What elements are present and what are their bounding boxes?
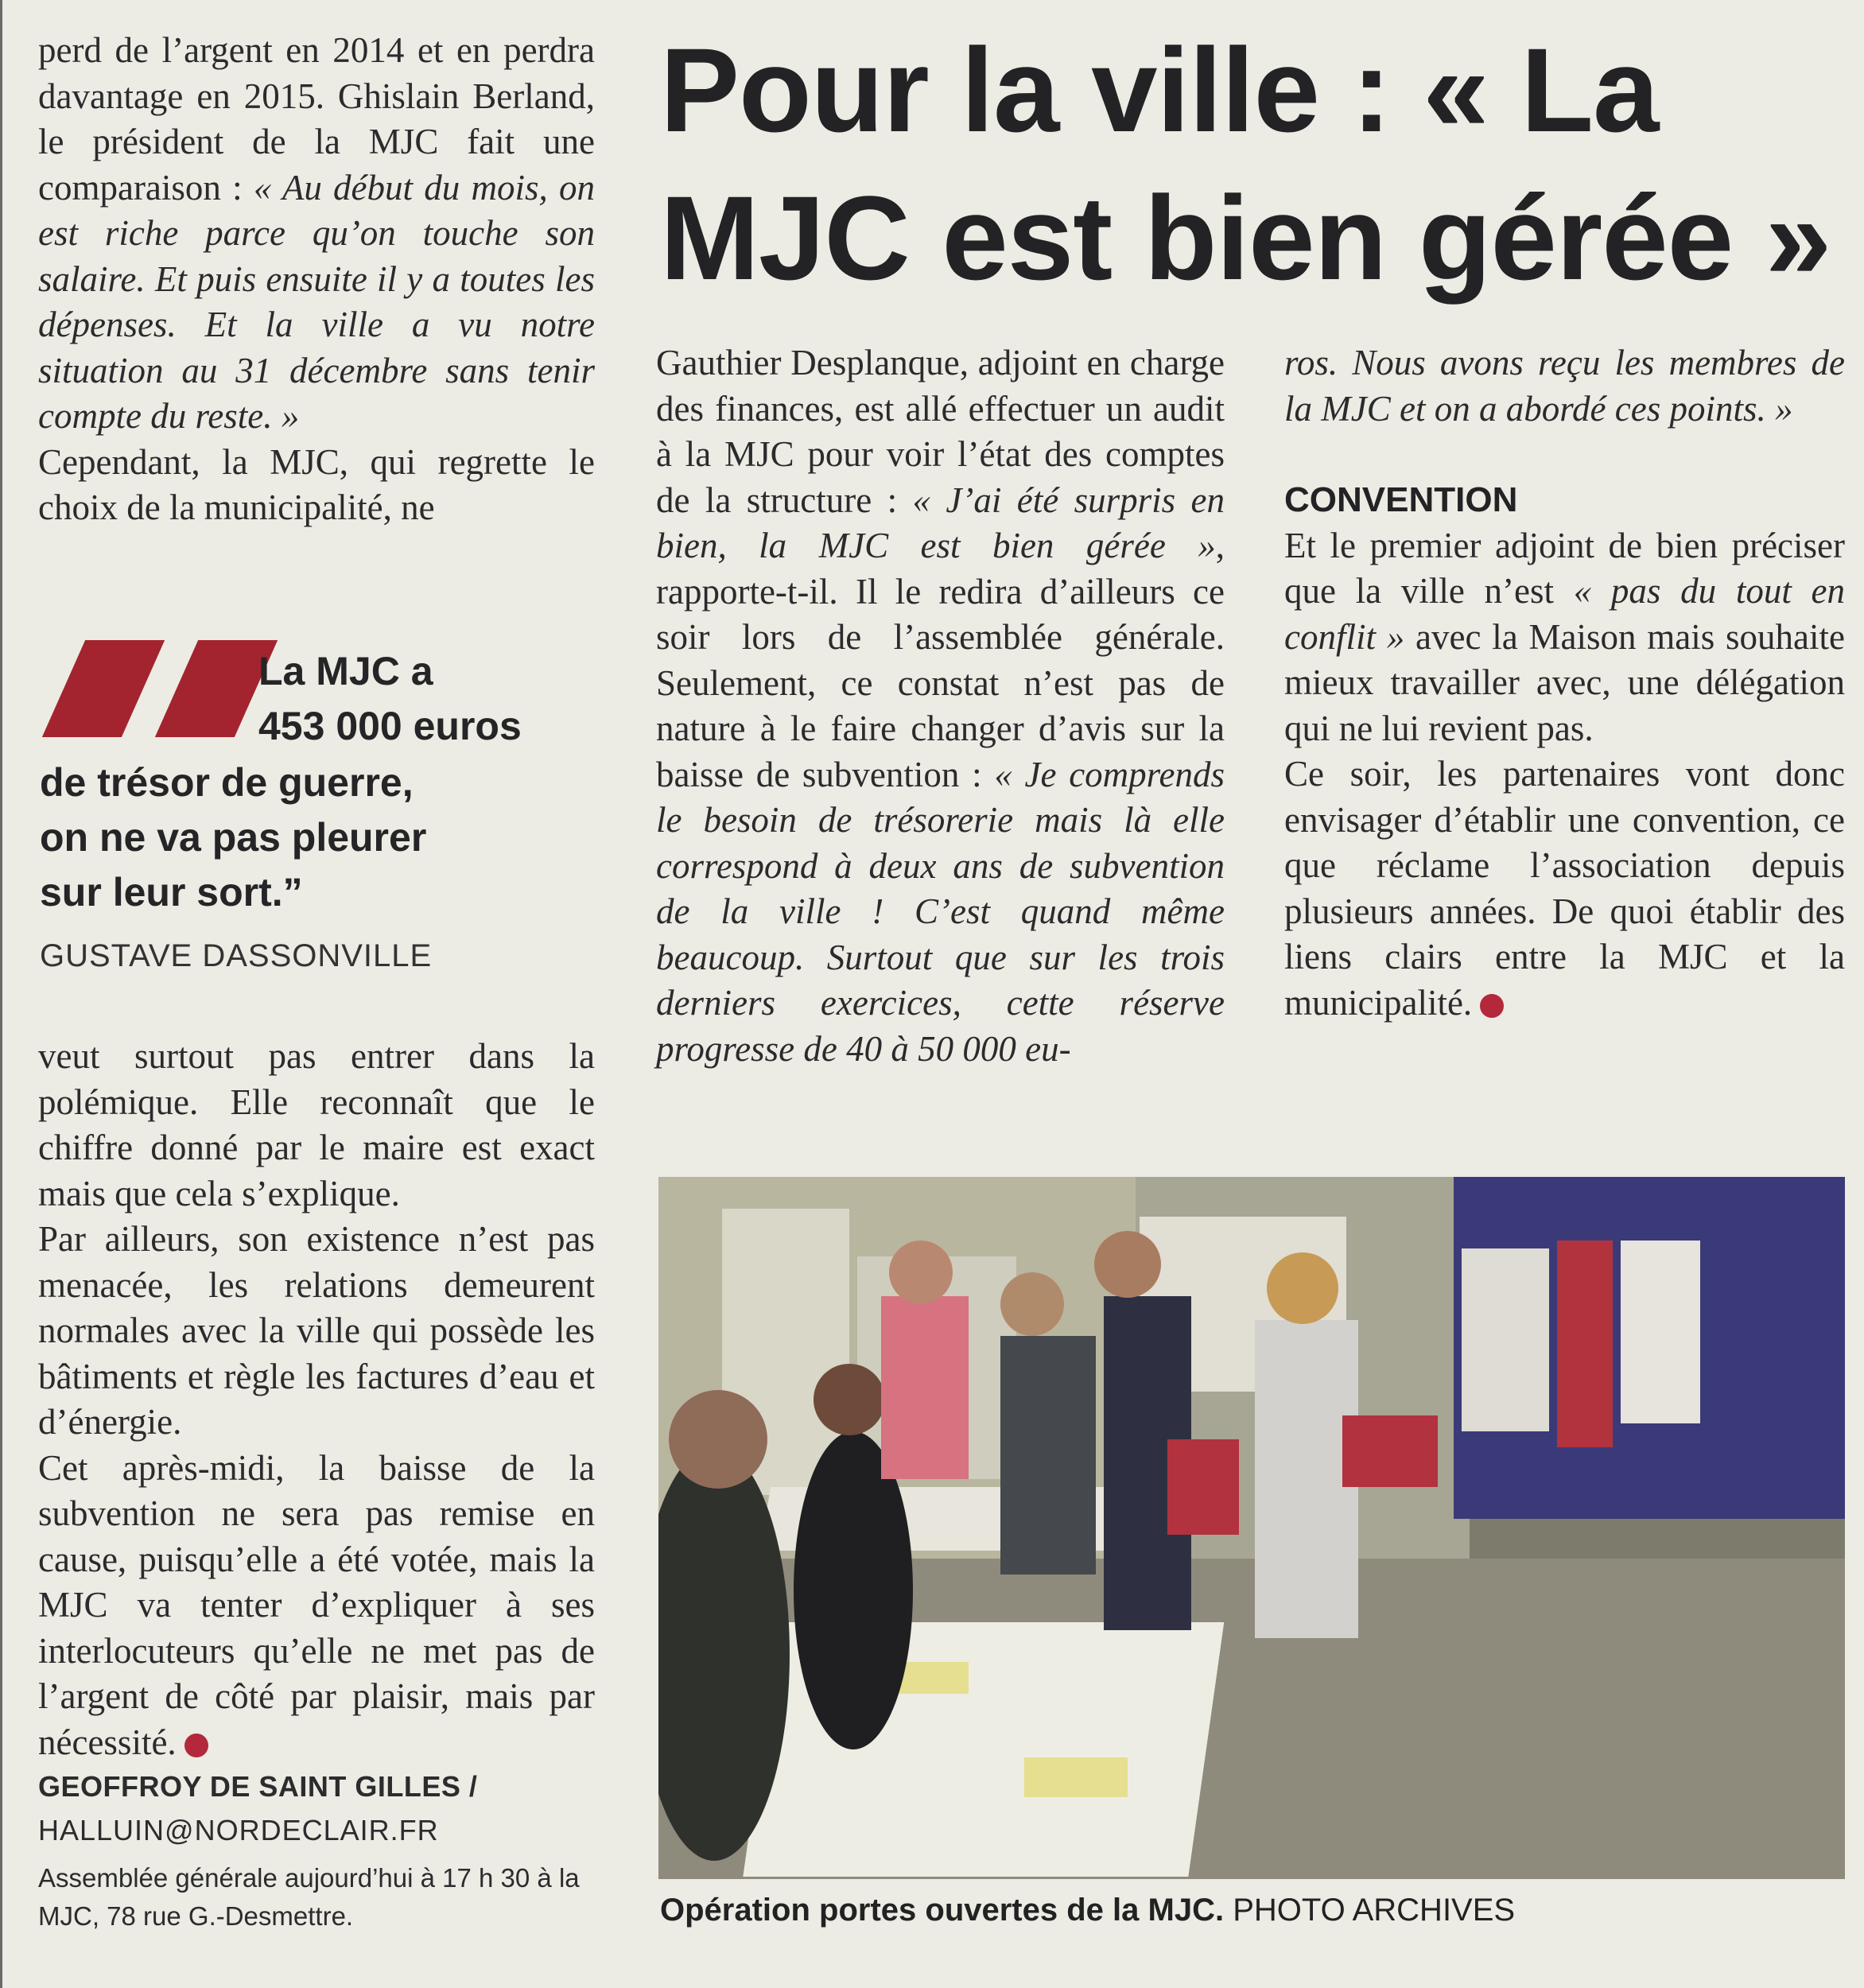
event-note: Assemblée générale aujourd’hui à 17 h 30 à la MJC, 78 rue G.-Desmettre.	[38, 1863, 580, 1931]
article-paragraph: Cependant, la MJC, qui regrette le choix de la municipalité, ne	[38, 441, 595, 527]
right-column	[1284, 340, 1845, 1026]
pull-quote-line: sur leur sort.”	[40, 870, 303, 914]
pull-quote-line: 453 000 euros	[258, 704, 522, 748]
caption-credit: PHOTO ARCHIVES	[1233, 1893, 1516, 1928]
article-paragraph: Ce soir, les partenaires vont donc envisager d’établir une convention, ce que réclame l’association depuis plusieurs années. De quoi établir des liens clairs entre la MJC et la municipalité.	[1284, 754, 1845, 1023]
end-dot-icon	[184, 1734, 208, 1757]
quote-desplanque-2: « Je comprends le besoin de trésorerie mais là elle correspond à deux ans de subvention de la ville ! C’est quand même beaucoup. Surtout que sur les trois derniers exercices, cette réserve progresse de 40 à 50 000 eu-	[656, 754, 1225, 1069]
pull-quote-line: La MJC a	[258, 649, 433, 693]
pull-quote-line: on ne va pas pleurer	[40, 815, 427, 860]
photo-open-house	[658, 1177, 1845, 1879]
left-column-bottom	[38, 1034, 595, 1936]
byline: GEOFFROY DE SAINT GILLES /	[38, 1770, 478, 1803]
headline	[660, 16, 1837, 312]
headline-line-1: Pour la ville : « La	[660, 23, 1659, 157]
article-paragraph: veut surtout pas entrer dans la polémique. Elle reconnaît que le chiffre donné par le maire est exact mais que cela s’explique.	[38, 1036, 595, 1213]
pull-quote-author: GUSTAVE DASSONVILLE	[40, 938, 433, 973]
quote-desplanque: « J’ai été surpris en bien, la MJC est bien gérée »	[656, 480, 1225, 565]
page-edge-rule	[0, 0, 2, 1988]
pull-quote-line: de trésor de guerre,	[40, 760, 414, 805]
article-paragraph: Par ailleurs, son existence n’est pas menacée, les relations demeurent normales avec la ville qui possède les bâtiments et règle les factures d’eau et d’énergie.	[38, 1219, 595, 1442]
headline-line-2: MJC est bien gérée »	[660, 171, 1831, 305]
section-subhead: CONVENTION	[1284, 480, 1518, 519]
quotation-marks-icon	[40, 636, 254, 740]
article-paragraph: Gauthier Desplanque, adjoint en charge des finances, est allé effectuer un audit à la MJC pour voir l’état des comptes de la structure : « J’ai été surpris en bien, la MJC est bien gérée », rapporte-t-il. Il le redira d’ailleurs ce soir lors de l’assemblée générale. Seulement, ce constat n’est pas de nature à le faire changer d’avis sur la baisse de subvention : « Je comprends le besoin de trésorerie mais là elle correspond à deux ans de subvention de la ville ! C’est quand même beaucoup. Surtout que sur les trois derniers exercices, cette réserve progresse de 40 à 50 000 eu-	[656, 343, 1225, 1069]
article-paragraph: perd de l’argent en 2014 et en perdra davantage en 2015. Ghislain Berland, le président de la MJC fait une comparaison : « Au début du mois, on est riche parce qu’on touche son salaire. Et puis ensuite il y a toutes les dépenses. Et la ville a vu notre situation au 31 décembre sans tenir compte du reste. »	[38, 30, 595, 436]
left-column-top	[38, 28, 595, 531]
article-paragraph: Et le premier adjoint de bien préciser que la ville n’est « pas du tout en conflit » avec la Maison mais souhaite mieux travailler avec, une délégation qui ne lui revient pas.	[1284, 525, 1845, 748]
photo-scene	[658, 1177, 1845, 1879]
caption-text: Opération portes ouvertes de la MJC.	[660, 1893, 1225, 1928]
article-paragraph: ros. Nous avons reçu les membres de la MJC et on a abordé ces points. »	[1284, 343, 1845, 429]
end-dot-icon	[1480, 994, 1504, 1018]
photo-caption	[660, 1893, 1837, 1928]
article-paragraph: Cet après-midi, la baisse de la subvention ne sera pas remise en cause, puisqu’elle a été votée, mais la MJC va tenter d’expliquer à ses interlocuteurs qu’elle ne met pas de l’argent de côté par plaisir, mais par nécessité.	[38, 1447, 595, 1762]
middle-column	[656, 340, 1225, 1072]
quote-berland: « Au début du mois, on est riche parce qu’on touche son salaire. Et puis ensuite il y a toutes les dépenses. Et la ville a vu notre situation au 31 décembre sans tenir compte du reste. »	[38, 167, 595, 436]
author-email: HALLUIN@NORDECLAIR.FR	[38, 1814, 439, 1846]
